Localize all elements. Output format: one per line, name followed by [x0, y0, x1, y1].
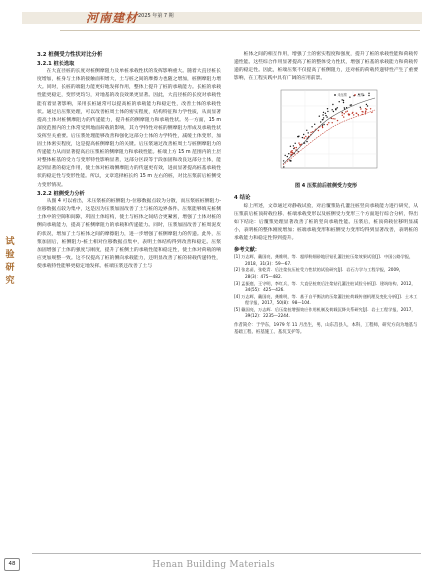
reference-item: [5] 戴国亮，万志辉．后压浆桩增强效应作用机制及荷载沉降关系研究[J]．岩土工程学报，2017，39(12)：2235—2244.	[234, 306, 416, 319]
side-char: 试	[5, 237, 15, 247]
conclusion-heading: 4 结论	[234, 195, 251, 202]
scatter-point	[368, 95, 369, 96]
journal-title: 河南建材	[86, 11, 139, 25]
scatter-point	[298, 143, 299, 144]
scatter-point	[327, 111, 328, 112]
body-paragraph: 桩体之间的相互作用，增强了土的密实程度和强度，提升了桩的承载性能和荷载传递性能。这些综合作用显著提高了桩的整体受力性状，增强了桩基的承载能力和荷载传递的稳定性。因此，桩端压浆不仅提高了桩侧阻力，还对桩的荷载传递特性产生了重要影响，在工程实践中具有广阔的应用前景。	[234, 52, 418, 82]
scatter-point	[322, 126, 323, 127]
left-column	[37, 51, 221, 271]
body-paragraph: 综上所述，文章通过对静载试验，对后覆浆钻孔灌注桩竖向承载能力进行研究，从压浆前后桩顶荷载位移、桩端承载变形以及桩侧受力变形三个方面进行综合分析，得出如下结论：后覆浆处理显著改善了桩的竖向承载性能。压浆后，桩顶荷载位移明显减小，表明桩的整体刚度增加；桩端承载变形和桩侧受力变形均得到显著改善，表明桩的承载能力和稳定性得到提升。	[234, 204, 418, 242]
scatter-point	[348, 115, 349, 116]
scatter-point	[327, 108, 328, 109]
scatter-point	[325, 113, 326, 114]
scatter-point	[365, 112, 366, 113]
scatter-point	[323, 112, 324, 113]
scatter-point	[347, 111, 348, 112]
header-band	[22, 12, 422, 24]
scatter-point	[334, 119, 335, 120]
figure-4-scatter	[271, 86, 381, 182]
scatter-point	[293, 146, 294, 147]
reference-item: [2] 张忠苗，张乾青．后注浆抗压桩受力性状的试验研究[J]．岩石力学与工程学报，2009，28(3)：475—482.	[234, 267, 403, 279]
scatter-point	[346, 107, 347, 108]
legend-pressed: 压浆	[357, 93, 364, 98]
scatter-point	[362, 111, 363, 112]
scatter-point	[344, 108, 345, 109]
scatter-point	[333, 111, 334, 112]
scatter-point	[295, 143, 296, 144]
scatter-point	[303, 134, 304, 135]
scatter-point	[343, 117, 344, 118]
side-char: 验	[5, 250, 15, 260]
scatter-point	[288, 153, 289, 154]
section-heading: 3.2 桩侧受力性状对比分析	[37, 52, 103, 58]
scatter-point	[314, 124, 315, 125]
scatter-point	[297, 136, 298, 137]
scatter-point	[328, 122, 329, 123]
scatter-point	[285, 155, 286, 156]
subsection-heading: 3.2.2 桩侧受力分析	[37, 190, 85, 197]
scatter-point	[371, 112, 372, 113]
scatter-point	[345, 112, 346, 113]
side-section-label	[4, 236, 16, 288]
scatter-point	[304, 138, 305, 139]
scatter-point	[353, 115, 354, 116]
body-paragraph: 从图 4 可以看出，未压浆桩的桩侧阻力-位移数据点较为分散，而压浆桩桩侧阻力-位移数据点较为集中，这是因为压浆加固改善了土与桩的边界条件。压浆能够填充桩侧土体中的空隙和间隙，巩固土体结构，使土与桩体之间结合更紧密，增强了土体对桩的侧向承载能力，提高了桩侧摩阻力的承载和传递能力。同时，压浆加固改善了桩周泥皮的状况，增加了土与桩体之间的摩擦阻力，进一步增强了桩侧摩阻力的传递。此外，压浆加固后，桩侧阻力-桩土相对位移数据点集中，表明土体结构得到改善和稳定。压浆加固增强了土体的强度与刚度，提升了桩侧土的承载性能和稳定性，使土体对荷载的响应更加规整一致。这不仅提高了桩的侧向承载能力，还明显改善了桩的荷载传递特性，使承载特性能够更稳定地发挥。桩端压浆还改善了土与	[37, 199, 221, 269]
scatter-point	[332, 104, 333, 105]
scatter-point	[339, 101, 340, 102]
author-bio: 作者简介：于学东，1979 年 11 月出生，男，山东莒县人，本科，工程师，研究方向为地基与基础工程、桩基施工、基坑支护等。	[234, 323, 418, 335]
reference-item: [1] 万志辉，戴国亮，龚维明，等．超厚粉细砂地层钻孔灌注桩压浆效果试验[J]．中国公路学报，2018，31(3)：59—67.	[234, 254, 414, 266]
scatter-point	[283, 167, 284, 168]
reference-list	[234, 254, 418, 320]
scatter-point	[306, 130, 307, 131]
scatter-point	[290, 161, 291, 162]
scatter-point	[358, 114, 359, 115]
legend-unpressed: 未压浆	[337, 93, 348, 98]
scatter-point	[341, 113, 342, 114]
scatter-point	[318, 130, 319, 131]
scatter-point	[311, 126, 312, 127]
scatter-point	[344, 113, 345, 114]
body-paragraph: 在大直径桩的长度对桩侧摩阻力及单桩承载性状的发挥影响重大。随着大直径桩长度增加，桩身与土体的接触面积增大，土与桩之间的摩擦力也随之增加，桩侧摩阻力增大。同时，长桩的端阻力能更好地发挥作用，整体上提升了桩的承载能力。长桩的承载性能更稳定，变形更均匀，对地基的改良效果更显著。因此，大直径桩的长度对承载性能有着显著影响，采用长桩通常可以提高桩的承载能力和稳定性，改善土体的承载性状。通过后压浆处理，可以改善桩周土体的密实程度，结构特征和力学性质，从而显著提高土体对桩侧摩阻力的传递能力，提升桩的侧摩阻力和承载性状。另一方面，15 m 深度范围内的土体常受到地面荷载的影响，其力学特性对桩的侧摩阻力形成及承载性状发挥至关重要。后压浆处理能够改善和强化这部分土体的力学特性，减缓土体变形，加固土体密实程度，这是提高桩侧摩阻力的关键。后压浆通过改善桩周土与桩侧摩阻力的传递能力从而显著提高后压浆桩的侧摩阻力和承载性能。桩端上方 15 m 范围内的土层对整体桩基的受力与变形特性影响显著，这部分区段等于段加固和改良这部分土体，能起到显著的稳定作用，使土体对桩端侧摩阻力的传递更有效，进而显著提高桩基承载性状的稳定性与变形性能。所以，文章选择桩长约 15 m 左右的桩，对比压浆前后桩侧受力变形情况。	[37, 69, 221, 188]
scatter-point	[370, 108, 371, 109]
scatter-point	[368, 93, 369, 94]
scatter-plot	[271, 86, 381, 182]
scatter-point	[326, 117, 327, 118]
page-header	[0, 0, 427, 33]
scatter-point	[360, 107, 361, 108]
scatter-point	[310, 132, 311, 133]
scatter-point	[356, 113, 357, 114]
scatter-point	[296, 147, 297, 148]
side-char: 研	[5, 263, 15, 273]
reference-item: [4] 万志辉，戴国亮，龚维明，等．基于自平衡法的压浆灌注桩荷载传递机理及变化分析[J]．土木工程学报，2017，50(8)：98—104.	[234, 293, 418, 306]
scatter-point	[287, 156, 288, 157]
scatter-point	[305, 136, 306, 137]
subsection-heading: 3.2.1 桩长选取	[37, 60, 75, 67]
scatter-point	[290, 151, 291, 152]
side-char: 究	[5, 276, 15, 286]
journal-name-english: Henan Building Materials	[152, 560, 275, 570]
scatter-point	[350, 105, 351, 106]
scatter-point	[360, 109, 361, 110]
scatter-point	[343, 102, 344, 103]
scatter-point	[322, 115, 323, 116]
scatter-point	[319, 116, 320, 117]
page-number: 48	[4, 558, 20, 571]
scatter-point	[323, 118, 324, 119]
scatter-point	[342, 115, 343, 116]
figure-caption: 图 4 压浆前后桩侧受力变形	[295, 183, 357, 190]
scatter-point	[366, 104, 367, 105]
scatter-point	[325, 115, 326, 116]
footer-rule	[32, 553, 421, 554]
scatter-point	[337, 120, 338, 121]
references-heading: 参考文献：	[234, 246, 260, 253]
scatter-point	[302, 137, 303, 138]
scatter-point	[335, 109, 336, 110]
scatter-point	[306, 141, 307, 142]
scatter-point	[332, 118, 333, 119]
reference-item: [3] 孟振庭，王守明，李红兵，等．大直径桩底后注浆钻孔灌注桩试验分析[J]．建筑结构，2012，34(55)：425—426.	[234, 280, 416, 293]
issue-label: 2025 年第 7 期	[138, 13, 174, 19]
scatter-point	[294, 147, 295, 148]
scatter-point	[290, 146, 291, 147]
scatter-point	[349, 97, 350, 98]
scatter-point	[332, 122, 333, 123]
scatter-point	[337, 107, 338, 108]
scatter-point	[365, 108, 366, 109]
scatter-point	[332, 109, 333, 110]
scatter-point	[322, 119, 323, 120]
scatter-point	[327, 124, 328, 125]
scatter-point	[283, 161, 284, 162]
scatter-point	[308, 133, 309, 134]
scatter-point	[367, 106, 368, 107]
scatter-point	[342, 100, 343, 101]
header-rule	[60, 30, 420, 31]
scatter-point	[323, 124, 324, 125]
scatter-point	[352, 113, 353, 114]
scatter-point	[290, 154, 291, 155]
scatter-point	[320, 122, 321, 123]
scatter-point	[343, 100, 344, 101]
right-column	[234, 51, 418, 337]
